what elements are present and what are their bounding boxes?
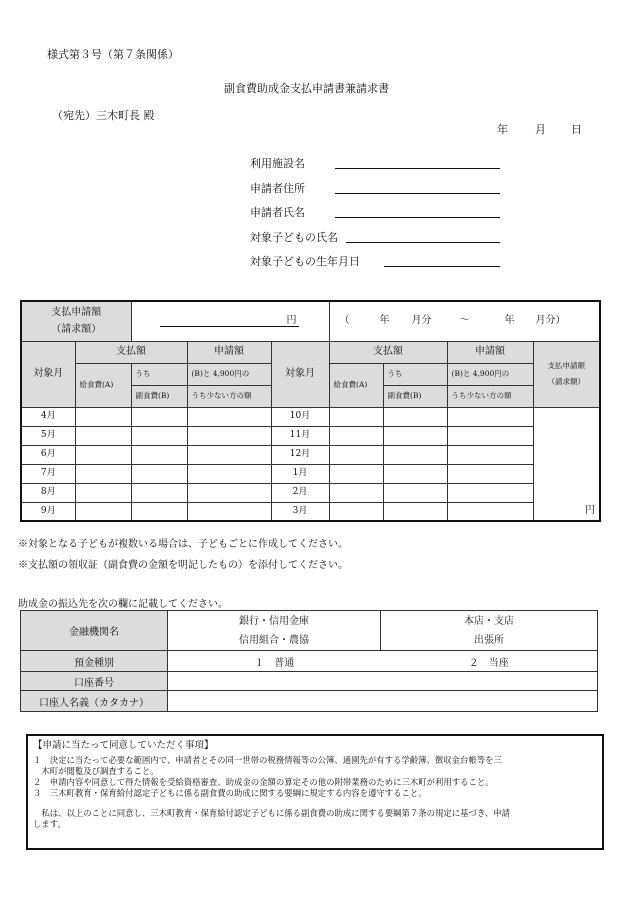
side-header-right-2: 副食費(B): [383, 385, 447, 407]
meal-cell[interactable]: [75, 502, 131, 521]
month-cell: 2月: [271, 483, 329, 502]
paid-header-right: 支払額: [329, 341, 447, 363]
side-cell[interactable]: [131, 426, 187, 445]
request-cell[interactable]: [187, 464, 271, 483]
month-cell: 8月: [21, 483, 75, 502]
account-number-field[interactable]: [168, 672, 598, 691]
bank-type-line2: 信用組合・農協: [239, 634, 309, 646]
period-year1: 年: [379, 315, 390, 326]
req-header-right-2: うち少ない方の額: [447, 385, 533, 407]
applicant-name-field[interactable]: [335, 217, 500, 218]
meal-cell[interactable]: [75, 426, 131, 445]
branch-type-line1: 本店・支店: [464, 615, 514, 627]
month-cell: 1月: [271, 464, 329, 483]
side-cell[interactable]: [383, 464, 447, 483]
request-cell[interactable]: [187, 483, 271, 502]
meal-cell[interactable]: [329, 445, 383, 464]
facility-name-field[interactable]: [335, 168, 500, 169]
child-birthdate-field[interactable]: [384, 266, 500, 267]
meal-cell[interactable]: [75, 445, 131, 464]
holder-field[interactable]: [168, 691, 598, 712]
summary-amount[interactable]: [131, 301, 329, 341]
date-month: 月: [535, 123, 546, 136]
consent-item1-line1: １ 決定に当たって必要な範囲内で、申請者とその同一世帯の税務情報等の公簿、通園先が有する学齢簿、徴収金台帳等を三: [33, 755, 502, 765]
period-tilde: ～: [459, 315, 470, 326]
deposit-label: 預金種別: [21, 651, 168, 672]
side-cell[interactable]: [383, 445, 447, 464]
request-cell[interactable]: [447, 483, 533, 502]
side-header-left-2: 副食費(B): [131, 385, 187, 407]
institution-label: 金融機関名: [21, 611, 168, 651]
paid-header-left: 支払額: [75, 341, 187, 363]
meal-cell[interactable]: [329, 502, 383, 521]
meal-header-right: 給食費(A): [329, 363, 383, 407]
meal-cell[interactable]: [329, 426, 383, 445]
total-yen: 円: [585, 505, 596, 516]
request-cell[interactable]: [187, 426, 271, 445]
branch-type-cell[interactable]: [381, 611, 598, 651]
request-cell[interactable]: [447, 407, 533, 426]
applicant-address-field[interactable]: [335, 193, 500, 194]
month-cell: 9月: [21, 502, 75, 521]
total-header-line1: 支払申請額: [547, 360, 586, 370]
month-cell: 4月: [21, 407, 75, 426]
date-year: 年: [497, 123, 508, 136]
form-number: 様式第３号（第７条関係）: [47, 48, 179, 61]
request-cell[interactable]: [447, 502, 533, 521]
meal-header-left: 給食費(A): [75, 363, 131, 407]
consent-item1-line2: 木町が閲覧及び調査すること。: [33, 766, 159, 776]
applicant-name-label: 申請者氏名: [250, 206, 305, 219]
month-cell: 11月: [271, 426, 329, 445]
account-number-label: 口座番号: [21, 672, 168, 691]
bank-table: [20, 610, 598, 712]
side-header-left-1: うち: [131, 363, 187, 385]
side-cell[interactable]: [131, 483, 187, 502]
addressee: （宛先）三木町長 殿: [52, 109, 155, 122]
summary-label-line1: 支払申請額: [51, 307, 102, 319]
consent-box: [26, 734, 604, 850]
req-header-right-1: (B)と 4,900円の: [447, 363, 533, 385]
branch-type-line2: 出張所: [474, 634, 504, 646]
month-cell: 3月: [271, 502, 329, 521]
side-header-right-1: うち: [383, 363, 447, 385]
bank-intro: 助成金の振込先を次の欄に記載してください。: [18, 599, 228, 610]
side-cell[interactable]: [383, 407, 447, 426]
date-day: 日: [571, 123, 582, 136]
note-multiple-children: ※対象となる子どもが複数いる場合は、子どもごとに作成してください。: [18, 539, 348, 550]
month-cell: 7月: [21, 464, 75, 483]
side-cell[interactable]: [131, 502, 187, 521]
month-header-right: 対象月: [271, 341, 329, 407]
note-receipt: ※支払額の領収証（副食費の金額を明記したもの）を添付してください。: [18, 560, 348, 571]
month-cell: 10月: [271, 407, 329, 426]
total-header-line2: （請求額）: [547, 377, 586, 386]
meal-cell[interactable]: [329, 407, 383, 426]
request-cell[interactable]: [187, 445, 271, 464]
side-cell[interactable]: [383, 502, 447, 521]
side-cell[interactable]: [131, 407, 187, 426]
req-header-left-2: うち少ない方の額: [187, 385, 271, 407]
request-cell[interactable]: [187, 502, 271, 521]
meal-cell[interactable]: [75, 407, 131, 426]
child-name-label: 対象子どもの氏名: [250, 231, 338, 244]
side-cell[interactable]: [131, 445, 187, 464]
deposit-option-2[interactable]: ２ 当座: [381, 651, 598, 672]
consent-item3: ３ 三木町教育・保育給付認定子どもに係る副食費の助成に関する要綱に規定する内容を遵守すること。: [33, 788, 427, 798]
side-cell[interactable]: [383, 426, 447, 445]
child-birthdate-label: 対象子どもの生年月日: [250, 255, 360, 268]
facility-name-label: 利用施設名: [250, 157, 305, 170]
total-cell[interactable]: [533, 407, 600, 521]
month-cell: 6月: [21, 445, 75, 464]
month-header-left: 対象月: [21, 341, 75, 407]
consent-statement-line2: します。: [33, 819, 66, 829]
summary-period[interactable]: [329, 301, 600, 341]
side-cell[interactable]: [383, 483, 447, 502]
holder-label: 口座人名義（カタカナ）: [21, 691, 168, 712]
total-header: [533, 341, 600, 407]
month-cell: 5月: [21, 426, 75, 445]
summary-yen: 円: [286, 315, 297, 326]
bank-type-line1: 銀行・信用金庫: [239, 615, 309, 627]
meal-cell[interactable]: [75, 464, 131, 483]
period-year2: 年: [504, 315, 515, 326]
meal-cell[interactable]: [75, 483, 131, 502]
consent-statement-line1: 私は、以上のことに同意し、三木町教育・保育給付認定子どもに係る副食費の助成に関する要綱第７条の規定に基づき、申請: [33, 808, 511, 818]
request-cell[interactable]: [447, 426, 533, 445]
page-title: 副食費助成金支払申請書兼請求書: [224, 82, 389, 95]
request-header-right: 申請額: [447, 341, 533, 363]
meal-cell[interactable]: [329, 464, 383, 483]
meal-cell[interactable]: [329, 483, 383, 502]
side-cell[interactable]: [131, 464, 187, 483]
summary-amount-line: [160, 326, 299, 327]
period-open: （: [339, 315, 350, 326]
req-header-left-1: (B)と 4,900円の: [187, 363, 271, 385]
summary-label-line2: （請求額）: [51, 324, 102, 336]
period-month1: 月分: [411, 315, 432, 326]
bank-type-cell[interactable]: [168, 611, 381, 651]
consent-item2: ２ 申請内容や同意して得た情報を受給資格審査、助成金の金額の算定その他の附帯業務のために三木町が利用すること。: [33, 777, 494, 787]
applicant-address-label: 申請者住所: [250, 182, 305, 195]
consent-heading: 【申請に当たって同意していただく事項】: [33, 740, 214, 751]
month-cell: 12月: [271, 445, 329, 464]
request-cell[interactable]: [447, 464, 533, 483]
deposit-option-1[interactable]: １ 普通: [168, 651, 381, 672]
summary-label: [21, 301, 131, 341]
payment-table: [20, 300, 601, 522]
child-name-field[interactable]: [346, 242, 500, 243]
request-header-left: 申請額: [187, 341, 271, 363]
period-month2: 月分）: [535, 315, 566, 326]
request-cell[interactable]: [447, 445, 533, 464]
request-cell[interactable]: [187, 407, 271, 426]
